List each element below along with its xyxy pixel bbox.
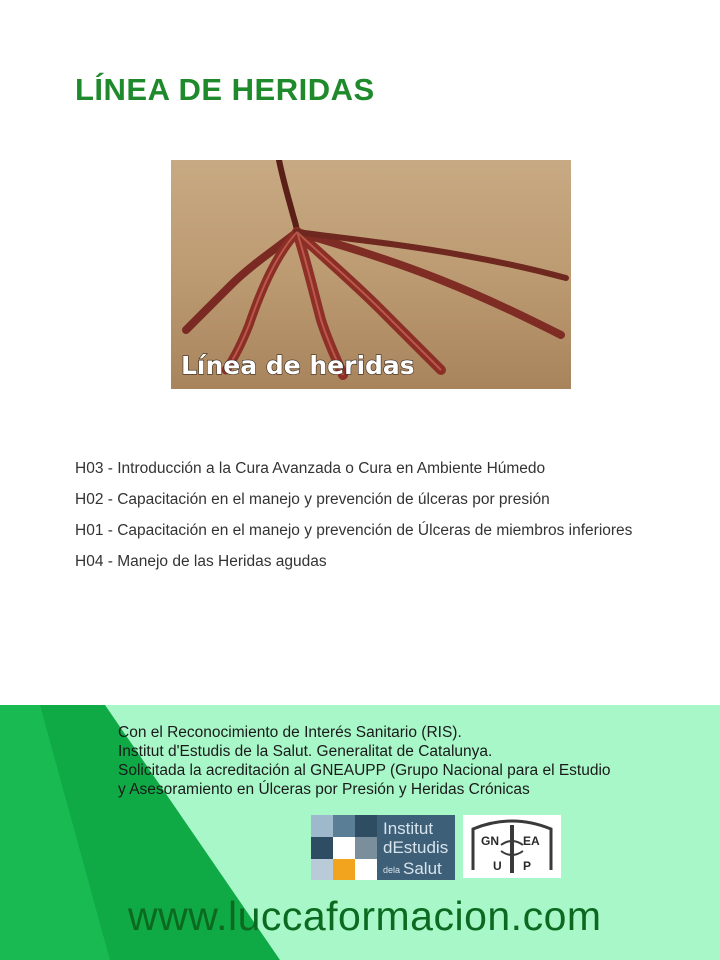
course-code: H04 - xyxy=(75,553,118,570)
ies-logo-text: dela xyxy=(383,865,401,875)
ies-logo xyxy=(311,815,455,880)
course-name: Capacitación en el manejo y prevención de Úlceras de miembros inferiores xyxy=(117,522,633,539)
gneaupp-logo-text: P xyxy=(523,859,532,873)
course-code: H02 - xyxy=(75,491,118,508)
ies-logo-text: dEstudis xyxy=(383,838,449,857)
gneaupp-logo-text: GN xyxy=(481,834,499,848)
course-name: Introducción a la Cura Avanzada o Cura en Ambiente Húmedo xyxy=(117,460,546,477)
list-item xyxy=(75,490,675,509)
list-item xyxy=(75,521,675,540)
accreditation-line: Solicitada la acreditación al GNEAUPP (Grupo Nacional para el Estudio xyxy=(118,762,611,779)
ies-logo-text: Institut xyxy=(383,819,434,838)
website-link[interactable]: www.luccaformacion.com xyxy=(128,893,602,939)
course-list xyxy=(75,459,675,583)
list-item xyxy=(75,459,675,478)
logo-row xyxy=(311,815,561,880)
course-name: Capacitación en el manejo y prevención de úlceras por presión xyxy=(117,491,550,508)
hero-image xyxy=(171,160,571,389)
gneaupp-logo-text: EA xyxy=(523,834,540,848)
hero-caption: Línea de heridas xyxy=(181,351,415,380)
course-code: H03 - xyxy=(75,460,118,477)
accreditation-line: Con el Reconocimiento de Interés Sanitario (RIS). xyxy=(118,724,462,741)
list-item xyxy=(75,552,675,571)
accreditation-line: Institut d'Estudis de la Salut. Generalitat de Catalunya. xyxy=(118,743,493,760)
course-code: H01 - xyxy=(75,522,118,539)
accreditation-text xyxy=(118,723,698,799)
course-name: Manejo de las Heridas agudas xyxy=(117,553,327,570)
accreditation-line: y Asesoramiento en Úlceras por Presión y Heridas Crónicas xyxy=(118,781,530,798)
gneaupp-logo xyxy=(463,815,561,878)
gneaupp-logo-text: U xyxy=(493,859,502,873)
page-title: LÍNEA DE HERIDAS xyxy=(75,72,375,107)
ies-logo-text: Salut xyxy=(403,859,442,878)
